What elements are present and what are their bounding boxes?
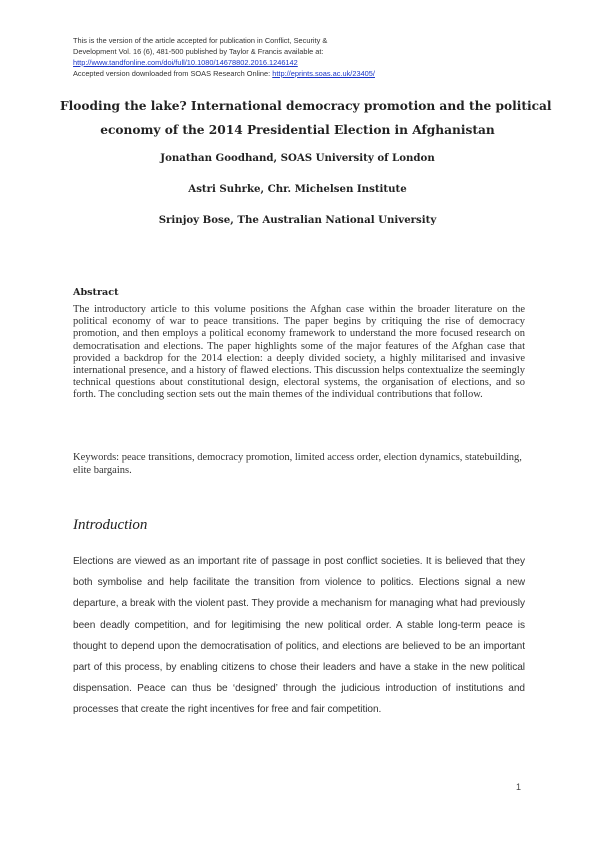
paper-title-line-2: economy of the 2014 Presidential Election in Afghanistan <box>100 123 495 137</box>
doi-link[interactable]: http://www.tandfonline.com/doi/full/10.1080/14678802.2016.1246142 <box>73 58 298 67</box>
paper-title-line-1: Flooding the lake? International democracy promotion and the political <box>60 99 552 113</box>
introduction-paragraph: Elections are viewed as an important rite of passage in post conflict societies. It is believed that they both symbolise and help facilitate the transition from violence to politics. Elections signal a new departure, a break with the violent past. They provide a mechanism for managing what had previously been deadly competition, and for legitimising the new political order. A stable long-term peace is thought to depend upon the democratisation of politics, and elections are believed to be an important part of this process, by enabling citizens to chose their leaders and have a stake in the new political dispensation. Peace can thus be ‘designed’ through the judicious introduction of institutions and processes that create the right incentives for free and fair competition. <box>73 556 525 716</box>
abstract-text: The introductory article to this volume positions the Afghan case within the broader literature on the political economy of war to peace transitions. The paper begins by critiquing the rise of democracy promotion, and then employs a political economy framework to understand the more focused research on democratisation and elections. The paper highlights some of the major features of the Afghan case that provided a backdrop for the 2014 election: a deeply divided society, a highly militarised and invasive international presence, and a history of flawed elections. This discussion helps contextualize the seemingly technical questions about constitutional design, electoral systems, the organisation of elections, and so forth. The concluding section sets out the main themes of the individual contributions that follow. <box>73 304 525 401</box>
author-suhrke: Astri Suhrke, Chr. Michelsen Institute <box>188 183 407 195</box>
introduction-heading: Introduction <box>73 517 148 533</box>
eprints-link[interactable]: http://eprints.soas.ac.uk/23405/ <box>272 69 375 78</box>
keywords: Keywords: peace transitions, democracy promotion, limited access order, election dynamics, statebuilding, elite bargains. <box>73 452 522 476</box>
abstract-heading: Abstract <box>73 287 119 298</box>
publication-note-line-1: This is the version of the article accepted for publication in Conflict, Security & <box>73 36 328 45</box>
author-bose: Srinjoy Bose, The Australian National University <box>158 214 437 226</box>
publication-note-line-2: Development Vol. 16 (6), 481-500 published by Taylor & Francis available at: <box>73 47 324 56</box>
publication-note-line-4 <box>73 68 533 79</box>
paper-title <box>60 94 552 142</box>
page-number: 1 <box>516 782 522 792</box>
author-goodhand: Jonathan Goodhand, SOAS University of London <box>160 152 435 164</box>
publication-note <box>73 35 533 79</box>
download-note: Accepted version downloaded from SOAS Research Online: <box>73 69 273 78</box>
